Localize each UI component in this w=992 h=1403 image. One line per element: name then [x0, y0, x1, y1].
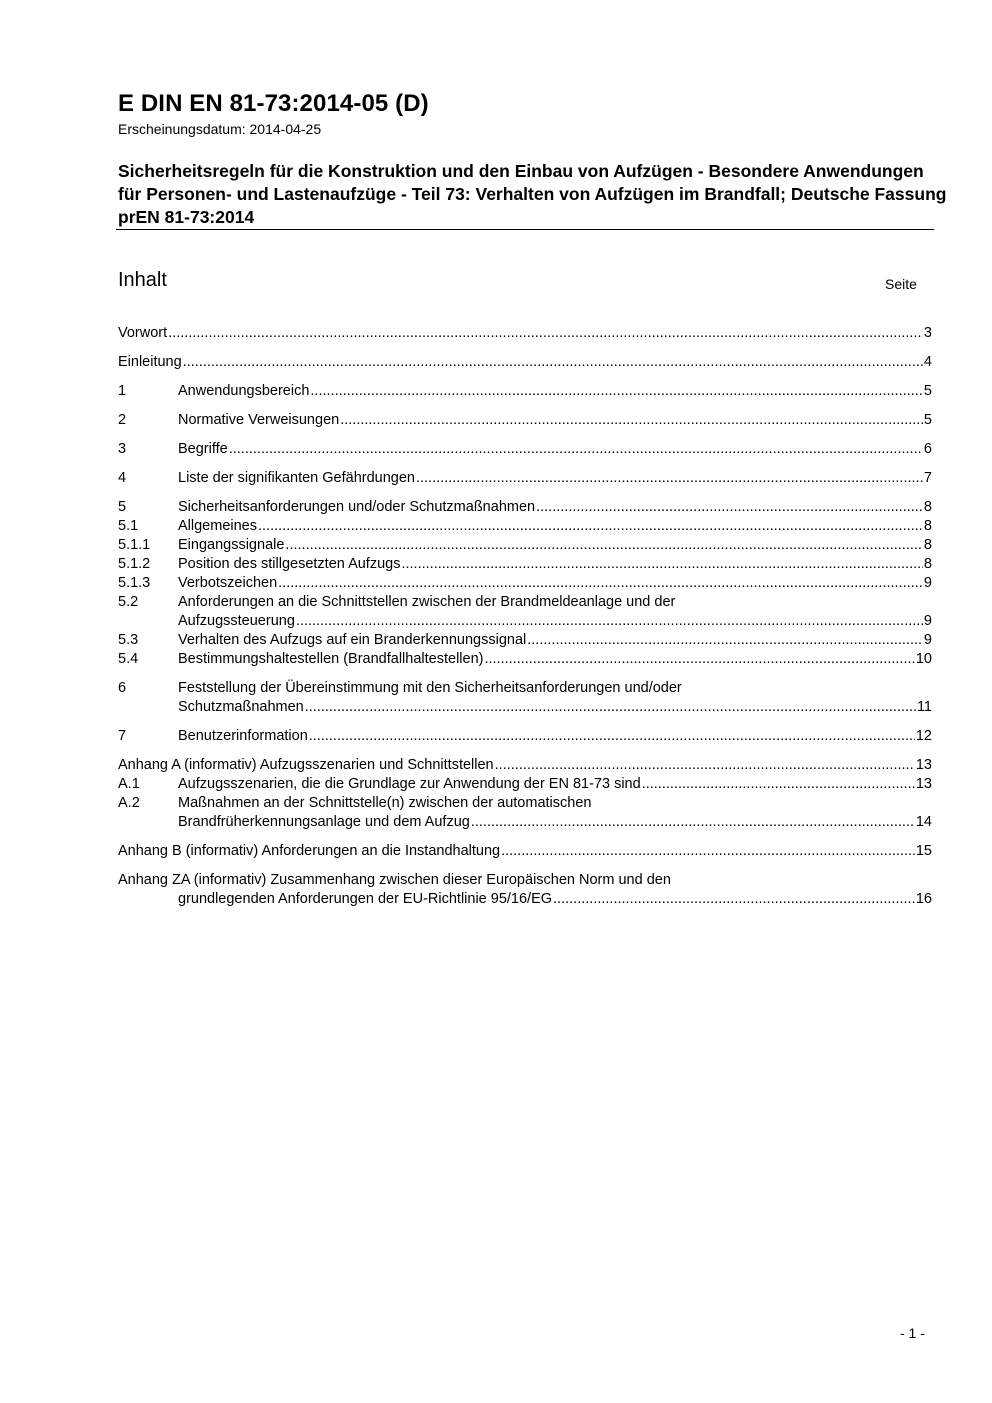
toc-dot-leader — [168, 324, 923, 343]
toc-entry-number: 5.1.3 — [118, 575, 151, 591]
toc-entry[interactable] — [118, 679, 932, 717]
toc-dot-leader — [310, 382, 923, 401]
toc-entry-label: Verhalten des Aufzugs auf ein Branderkennungssignal — [178, 632, 527, 648]
toc-entry-page: 10 — [915, 651, 932, 667]
toc-entry[interactable] — [118, 756, 932, 775]
toc-entry-number: 5 — [118, 499, 127, 515]
toc-dot-leader — [183, 353, 923, 372]
toc-entry-label-continuation: grundlegenden Anforderungen der EU-Richtlinie 95/16/EG — [178, 891, 553, 907]
toc-heading: Inhalt — [118, 269, 167, 291]
toc-entry-label: Anwendungsbereich — [178, 383, 310, 399]
toc-dot-leader — [471, 813, 915, 832]
toc-entry[interactable] — [118, 574, 932, 593]
toc-entry-number: 5.1 — [118, 518, 139, 534]
toc-dot-leader — [285, 536, 923, 555]
toc-dot-leader — [642, 775, 915, 794]
toc-entry-page: 16 — [915, 891, 932, 907]
footer-page-number: - 1 - — [900, 1325, 925, 1341]
toc-dot-leader — [278, 574, 923, 593]
toc-entry-page: 9 — [923, 613, 932, 629]
toc-entry-label: Verbotszeichen — [178, 575, 278, 591]
toc-entry-label: Eingangssignale — [178, 537, 285, 553]
toc-entry-number: 6 — [118, 680, 127, 696]
toc-entry-page: 14 — [915, 814, 932, 830]
toc-entry[interactable] — [118, 517, 932, 536]
toc-entry-page: 9 — [923, 632, 932, 648]
toc-entry-page: 3 — [923, 325, 932, 341]
toc-entry-page: 13 — [915, 776, 932, 792]
toc-entry-number: A.1 — [118, 776, 140, 792]
toc-entry[interactable] — [118, 353, 932, 372]
toc-dot-leader — [229, 440, 923, 459]
toc-entry-label: Benutzerinformation — [178, 728, 308, 744]
toc-entry[interactable] — [118, 871, 932, 909]
toc-dot-leader — [305, 698, 916, 717]
toc-entry-label: Anhang A (informativ) Aufzugsszenarien und Schnittstellen — [118, 757, 494, 773]
toc-entry[interactable] — [118, 324, 932, 343]
toc-dot-leader — [484, 650, 914, 669]
toc-entry[interactable] — [118, 727, 932, 746]
toc-entry-number: 2 — [118, 412, 127, 428]
toc-entry-number: 7 — [118, 728, 127, 744]
toc-entry[interactable] — [118, 794, 932, 832]
toc-entry[interactable] — [118, 593, 932, 631]
toc-entry-label: Begriffe — [178, 441, 228, 457]
toc-dot-leader — [401, 555, 922, 574]
toc-entry[interactable] — [118, 536, 932, 555]
toc-entry-label: Anhang B (informativ) Anforderungen an die Instandhaltung — [118, 843, 501, 859]
toc-entry-label: Normative Verweisungen — [178, 412, 340, 428]
toc-entry-page: 13 — [915, 757, 932, 773]
toc-entry[interactable] — [118, 775, 932, 794]
toc-entry-page: 8 — [923, 518, 932, 534]
toc-entry[interactable] — [118, 650, 932, 669]
toc-entry-label: Position des stillgesetzten Aufzugs — [178, 556, 401, 572]
toc-dot-leader — [340, 411, 923, 430]
toc-entry-page: 8 — [923, 499, 932, 515]
toc-entry-label: Allgemeines — [178, 518, 257, 534]
toc-entry-page: 15 — [915, 843, 932, 859]
toc-entry-number: 5.2 — [118, 594, 139, 610]
toc-entry-number: A.2 — [118, 795, 140, 811]
toc-dot-leader — [416, 469, 923, 488]
toc-entry-label-continuation: Schutzmaßnahmen — [178, 699, 304, 715]
table-of-contents — [118, 324, 932, 909]
toc-entry-number: 5.3 — [118, 632, 139, 648]
toc-dot-leader — [296, 612, 923, 631]
toc-entry-page: 7 — [923, 470, 932, 486]
toc-entry-label: Anforderungen an die Schnittstellen zwischen der Brandmeldeanlage und der — [178, 594, 676, 610]
title-divider — [116, 229, 934, 230]
toc-entry-label: Feststellung der Übereinstimmung mit den Sicherheitsanforderungen und/oder — [178, 680, 682, 696]
toc-entry-page: 9 — [923, 575, 932, 591]
toc-entry[interactable] — [118, 469, 932, 488]
toc-entry-label: Anhang ZA (informativ) Zusammenhang zwischen dieser Europäischen Norm und den — [118, 872, 671, 888]
toc-entry-label: Liste der signifikanten Gefährdungen — [178, 470, 415, 486]
toc-entry-page: 11 — [916, 699, 932, 715]
toc-entry-page: 4 — [923, 354, 932, 370]
toc-entry-page: 5 — [923, 383, 932, 399]
toc-dot-leader — [536, 498, 923, 517]
toc-entry-page: 12 — [915, 728, 932, 744]
toc-dot-leader — [258, 517, 923, 536]
toc-dot-leader — [309, 727, 915, 746]
toc-entry-label-continuation: Brandfrüherkennungsanlage und dem Aufzug — [178, 814, 470, 830]
toc-entry-number: 1 — [118, 383, 127, 399]
toc-entry-page: 8 — [923, 556, 932, 572]
toc-entry-page: 8 — [923, 537, 932, 553]
document-id: E DIN EN 81-73:2014-05 (D) — [118, 90, 429, 117]
toc-entry-label: Vorwort — [118, 325, 168, 341]
toc-entry[interactable] — [118, 631, 932, 650]
toc-dot-leader — [553, 890, 915, 909]
toc-dot-leader — [527, 631, 923, 650]
toc-dot-leader — [501, 842, 915, 861]
toc-entry-label: Sicherheitsanforderungen und/oder Schutzmaßnahmen — [178, 499, 536, 515]
toc-entry[interactable] — [118, 555, 932, 574]
toc-dot-leader — [495, 756, 915, 775]
toc-entry-number: 5.1.2 — [118, 556, 151, 572]
toc-entry[interactable] — [118, 842, 932, 861]
toc-entry[interactable] — [118, 440, 932, 459]
toc-entry-number: 5.4 — [118, 651, 139, 667]
document-title: Sicherheitsregeln für die Konstruktion und den Einbau von Aufzügen - Besondere Anwendungen für Personen- und Lastenaufzüge - Teil 73: Verhalten von Aufzügen im Brandfall; Deutsche Fassung prEN 81-73:2014 — [118, 161, 947, 227]
toc-entry[interactable] — [118, 411, 932, 430]
toc-entry-page: 5 — [923, 412, 932, 428]
toc-entry-label: Aufzugsszenarien, die die Grundlage zur Anwendung der EN 81-73 sind — [178, 776, 641, 792]
toc-entry-label-continuation: Aufzugssteuerung — [178, 613, 295, 629]
toc-entry-label: Einleitung — [118, 354, 182, 370]
toc-entry-label: Bestimmungshaltestellen (Brandfallhaltestellen) — [178, 651, 484, 667]
toc-entry-number: 5.1.1 — [118, 537, 151, 553]
toc-entry[interactable] — [118, 498, 932, 517]
toc-page-column-label: Seite — [885, 276, 917, 292]
toc-entry-page: 6 — [923, 441, 932, 457]
toc-entry-number: 3 — [118, 441, 127, 457]
publication-date: Erscheinungsdatum: 2014-04-25 — [118, 121, 322, 137]
toc-entry-label: Maßnahmen an der Schnittstelle(n) zwischen der automatischen — [178, 795, 592, 811]
toc-entry[interactable] — [118, 382, 932, 401]
toc-entry-number: 4 — [118, 470, 127, 486]
